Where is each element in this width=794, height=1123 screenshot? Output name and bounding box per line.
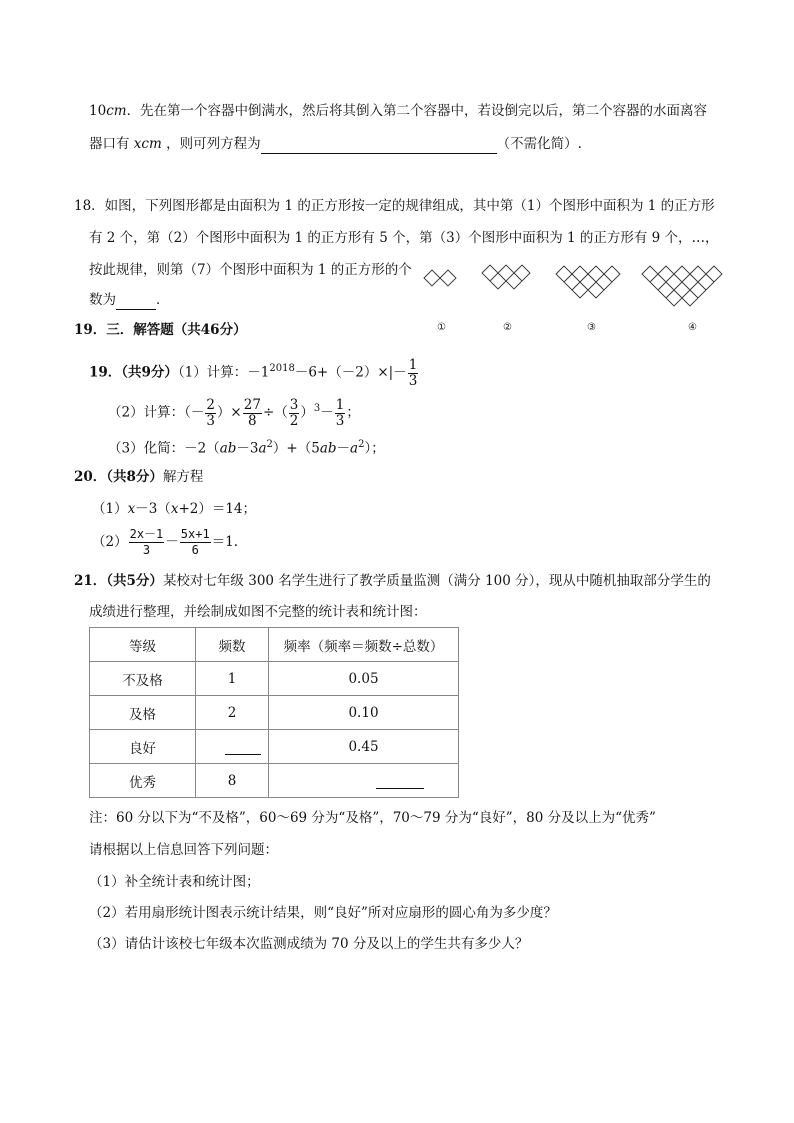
figure-3: [556, 266, 620, 298]
q20-part2: （2） $\frac{2x-1}{3}$ － $\frac{5x+1}{6}$ ＝1.: [92, 527, 239, 557]
answer-blank[interactable]: [376, 772, 424, 789]
figure-1: [424, 270, 456, 286]
fraction: $\frac{5x+1}{6}$: [180, 527, 210, 557]
table-cell-blank[interactable]: [196, 730, 269, 764]
statistics-table: [89, 627, 459, 798]
q20-part1: （1）x－3（x+2）＝14；: [92, 501, 257, 517]
q17-line1: 10cm．先在第一个容器中倒满水，然后将其倒入第二个容器中，若设倒完以后，第二个容器的水面离容: [89, 103, 708, 119]
q19-part3: （3）化简：$-2(ab-3a^2)+(5ab-a^2)$；: [108, 439, 385, 457]
table-cell: 及格: [90, 696, 196, 730]
figure-label-3: ③: [587, 322, 596, 333]
q18-line1: 18．如图，下列图形都是由面积为 1 的正方形按一定的规律组成，其中第（1）个图形中面积为 1 的正方形: [74, 198, 715, 214]
table-cell: 不及格: [90, 662, 196, 696]
q18-line3: 按此规律，则第（7）个图形中面积为 1 的正方形的个: [89, 262, 412, 278]
table-header: 频数: [196, 628, 269, 662]
table-cell: 0.05: [269, 662, 459, 696]
table-header: 等级: [90, 628, 196, 662]
table-cell-blank[interactable]: [269, 764, 459, 798]
q21-sub2: （2）若用扇形统计图表示统计结果，则“良好”所对应扇形的圆心角为多少度？: [89, 905, 557, 921]
fraction: $\frac{3}{2}$: [289, 396, 299, 429]
figure-label-2: ②: [503, 322, 512, 333]
q21-line2: 成绩进行整理，并绘制成如图不完整的统计表和统计图：: [89, 604, 427, 620]
q21-ask: 请根据以上信息回答下列问题：: [89, 842, 278, 858]
figure-label-4: ④: [688, 322, 697, 333]
table-cell: 0.10: [269, 696, 459, 730]
answer-blank[interactable]: [225, 738, 261, 755]
table-header-row: [90, 628, 459, 662]
table-row: [90, 696, 459, 730]
table-cell: 良好: [90, 730, 196, 764]
q17-line2: 器口有 xcm ，则可列方程为 （不需化简）.: [89, 136, 582, 152]
table-row: [90, 662, 459, 696]
table-cell: 0.45: [269, 730, 459, 764]
q21-sub1: （1）补全统计表和统计图；: [89, 874, 260, 890]
table-cell: 2: [196, 696, 269, 730]
table-header: 频率（频率＝频数÷总数）: [269, 628, 459, 662]
q20-heading: 20．（共8分）解方程: [74, 469, 204, 485]
q19-part1: 19．（共9分）（1）计算：$-1^{2018}-6+(-2)\times|-$ $\frac{1}{3}$: [89, 356, 418, 389]
fraction: $\frac{2}{3}$: [206, 396, 215, 429]
q21-note: 注：60 分以下为“不及格”，60～69 分为“及格”，70～79 分为“良好”，80 分及以上为“优秀”: [89, 810, 656, 826]
table-cell: 8: [196, 764, 269, 798]
figure-2: [482, 265, 530, 289]
fraction: $\frac{1}{3}$: [335, 396, 345, 429]
q21-line1: 21．（共5分）某校对七年级 300 名学生进行了教学质量监测（满分 100 分），现从中随机抽取部分学生的: [74, 573, 711, 589]
q21-sub3: （3）请估计该校七年级本次监测成绩为 70 分及以上的学生共有多少人？: [89, 936, 529, 952]
figure-4: [642, 266, 722, 306]
answer-blank[interactable]: [261, 153, 497, 154]
fraction: $\frac{1}{3}$: [408, 356, 418, 389]
table-cell: 优秀: [90, 764, 196, 798]
q18-line2: 有 2 个，第（2）个图形中面积为 1 的正方形有 5 个，第（3）个图形中面积为 1 的正方形有 9 个，…，: [89, 230, 719, 246]
table-row: [90, 730, 459, 764]
answer-blank[interactable]: [116, 309, 156, 310]
q19-part2: （2）计算：（－ $\frac{2}{3}$ ）× $\frac{27}{8}$ ÷（ $\frac{3}{2}$ ）$^3$－ $\frac{1}{3}$ ；: [108, 396, 360, 429]
table-cell: 1: [196, 662, 269, 696]
fraction: $\frac{27}{8}$: [243, 396, 261, 429]
fraction: $\frac{2x-1}{3}$: [129, 527, 164, 557]
figure-label-1: ①: [437, 322, 446, 333]
section-title: 19．三．解答题（共46分）: [74, 322, 247, 338]
q18-line4: 数为 ．: [89, 292, 170, 308]
table-row: [90, 764, 459, 798]
